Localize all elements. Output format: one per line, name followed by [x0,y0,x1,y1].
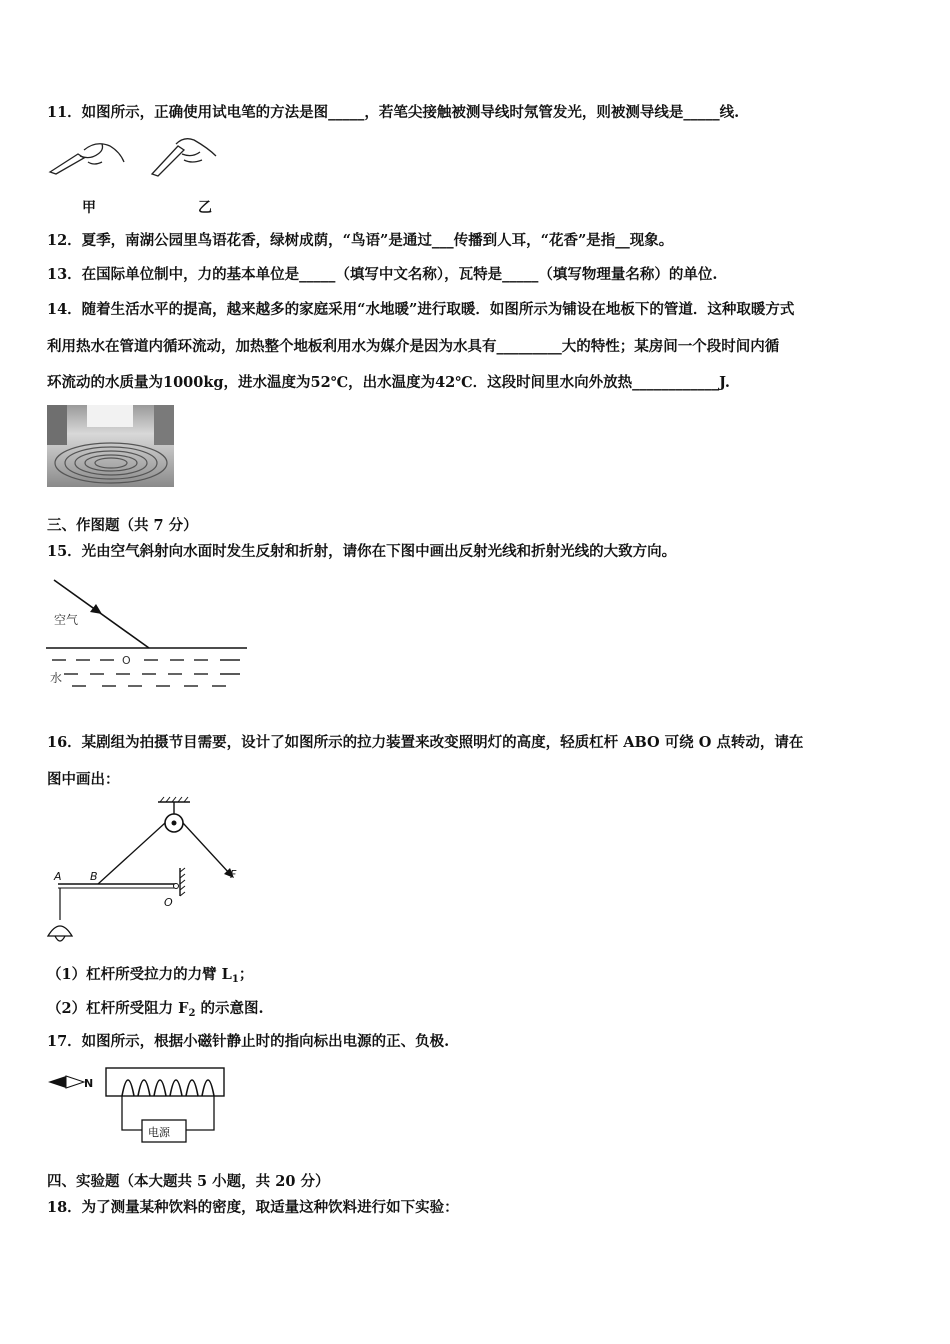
caption-yi: 乙 [198,200,212,216]
water-dashes [52,660,240,686]
q17-text: 17．如图所示，根据小磁针静止时的指向标出电源的正、负极. [47,1033,450,1050]
ray-arrow-icon [90,604,102,614]
refraction-figure [44,578,249,696]
q15-text: 15．光由空气斜射向水面时发生反射和折射，请你在下图中画出反射光线和折射光线的大致方向。 [47,543,677,560]
section3-title: 三、作图题（共 7 分） [47,517,198,534]
ceiling-hatch [160,797,188,802]
compass-needle-icon [48,1076,66,1088]
power-label: 电源 [148,1126,170,1139]
q16-line2: 图中画出： [47,771,120,788]
q13-text: 13．在国际单位制中，力的基本单位是_____（填写中文名称），瓦特是_____（填写物理量名称）的单位. [47,266,718,283]
q11-text: 11．如图所示，正确使用试电笔的方法是图_____，若笔尖接触被测导线时氖管发光，则被测导线是_____线. [47,104,740,121]
lamp-icon [48,926,72,941]
caption-jia: 甲 [82,200,96,216]
label-n: N [84,1077,94,1090]
floor-heating-photo [47,405,174,487]
q12-text: 12．夏季，南湖公园里鸟语花香，绿树成荫，“鸟语”是通过___传播到人耳，“花香”是指__现象。 [47,232,674,249]
q16-line1: 16．某剧组为拍摄节目需要，设计了如图所示的拉力装置来改变照明灯的高度，轻质杠杆 ABO 可绕 O 点转动，请在 [47,734,804,751]
hand-left-icon [50,144,124,174]
water-label: 水 [50,671,63,685]
label-b: B [90,870,98,883]
q14-line3: 环流动的水质量为1000kg，进水温度为52℃，出水温度为42℃．这段时间里水向外放热____________J. [47,374,730,391]
label-a: A [54,870,62,883]
q14-line2: 利用热水在管道内循环流动，加热整个地板利用水为媒介是因为水具有_________大的特性；某房间一个段时间内循 [47,338,780,355]
test-pen-figure [44,132,224,184]
rope-right [183,823,230,874]
point-o-label: O [122,654,131,667]
rope-left [98,823,165,884]
label-f: F [230,868,237,881]
q16-item1: （1）杠杆所受拉力的力臂 $L_1$； [47,966,254,985]
q18-text: 18．为了测量某种饮料的密度，取适量这种饮料进行如下实验： [47,1199,459,1216]
pivot-o [174,884,179,889]
q16-item2: （2）杠杆所受阻力 $F_2$ 的示意图. [47,1000,264,1019]
hand-right-icon [152,139,216,176]
label-o: O [164,896,173,909]
solenoid-figure [44,1062,226,1156]
section4-title: 四、实验题（本大题共 5 小题，共 20 分） [47,1173,330,1190]
lever-pulley-figure [40,796,250,952]
q14-line1: 14．随着生活水平的提高，越来越多的家庭采用“水地暖”进行取暖．如图所示为铺设在地板下的管道．这种取暖方式 [47,301,795,318]
air-label: 空气 [54,613,79,627]
